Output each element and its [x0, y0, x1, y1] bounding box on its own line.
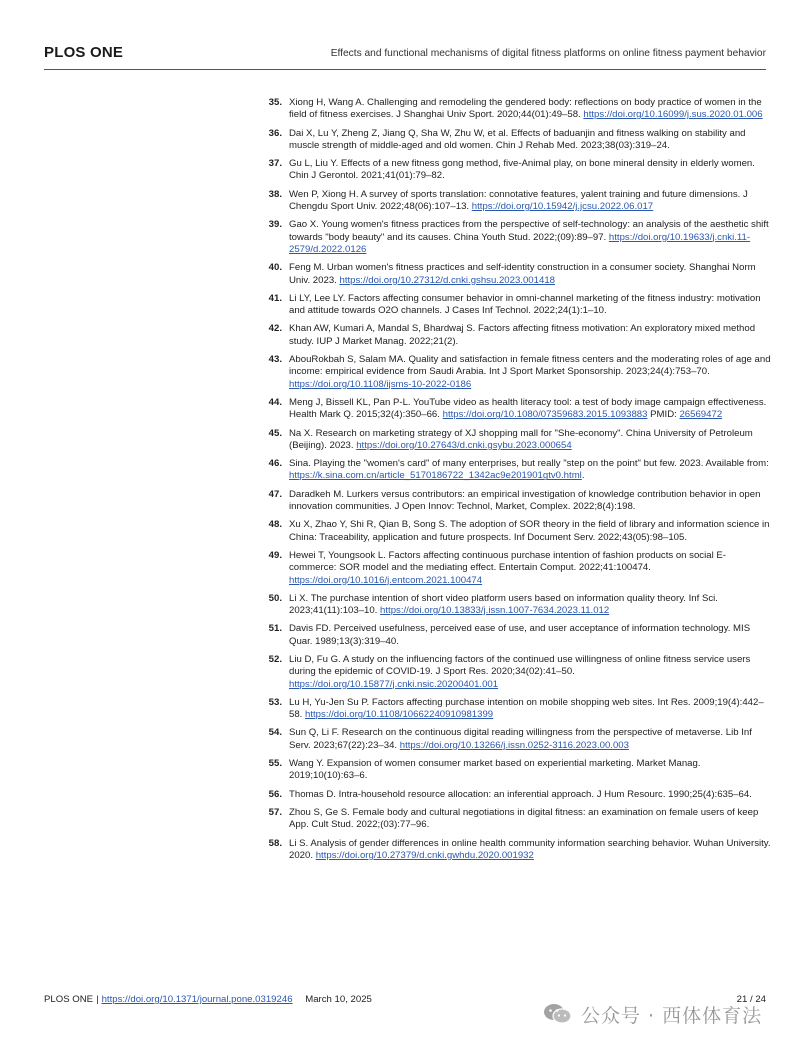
reference-doi-link[interactable]: https://doi.org/10.16099/j.sus.2020.01.006: [583, 109, 763, 121]
reference-number: 51.: [268, 623, 282, 635]
reference-text: Wen P, Xiong H. A survey of sports translation: connotative features, yalent training and future dimensions. J Chengdu Sport Univ. 2022;48(06):107–13.: [289, 188, 748, 213]
reference-item: [256, 354, 771, 391]
reference-number: 58.: [268, 837, 282, 849]
reference-number: 46.: [268, 458, 282, 470]
reference-text: Feng M. Urban women's fitness practices and self-identity construction in a consumer society. Shanghai Norm Univ. 2023.: [289, 262, 756, 286]
reference-number: 43.: [268, 354, 282, 366]
reference-item: [256, 593, 771, 618]
reference-item: [256, 489, 771, 514]
reference-text: Li LY, Lee LY. Factors affecting consumer behavior in omni-channel marketing of the fitness industry: motivation and attitude towards O2O channels. J Cases Inf Technol. 2022;24(1):1–10.: [289, 292, 761, 317]
reference-item: [256, 323, 771, 348]
reference-text: Meng J, Bissell KL, Pan P-L. YouTube video as health literacy tool: a test of body image campaign effectiveness. Health Mark Q. 2015;32(4):350–66.: [289, 396, 767, 421]
pmid-link[interactable]: 26569472: [679, 409, 723, 421]
reference-text: Xiong H, Wang A. Challenging and remodeling the gendered body: reflections on body practice of women in the field of fitness exercises. J Shanghai Univ Sport. 2020;44(01):49–58.: [289, 97, 762, 121]
footer-doi-link[interactable]: https://doi.org/10.1371/journal.pone.0319246: [101, 994, 293, 1005]
page-number: 21 / 24: [736, 994, 766, 1005]
reference-number: 50.: [268, 592, 282, 604]
reference-item: [256, 428, 771, 453]
reference-text: Liu D, Fu G. A study on the influencing factors of the continued use willingness of online fitness service users during the epidemic of COVID-19. J Sport Res. 2020;34(02):41–50.: [289, 653, 751, 678]
reference-doi-link[interactable]: https://doi.org/10.19633/j.cnki.11-2579/d.2022.0126: [289, 231, 751, 255]
reference-body: [289, 262, 771, 287]
reference-body: [289, 789, 771, 801]
reference-item: [256, 128, 771, 153]
reference-item: [256, 550, 771, 587]
reference-item: [256, 293, 771, 318]
reference-item: [256, 262, 771, 287]
watermark-text: 公众号 · 西体体育法: [581, 1004, 763, 1027]
reference-text: Li S. Analysis of gender differences in online health community information searching behavior. Wuhan University. 2020.: [289, 837, 771, 861]
reference-body: [289, 758, 771, 783]
reference-doi-link[interactable]: https://doi.org/10.27312/d.cnki.gshsu.2023.001418: [339, 274, 555, 286]
reference-number: 57.: [268, 806, 282, 818]
reference-text: Hewei T, Youngsook L. Factors affecting continuous purchase intention of fashion products on social E-commerce: SOR model and the mediating effect. Entertain Comput. 2022;41:100474.: [289, 549, 726, 574]
reference-item: [256, 654, 771, 691]
reference-item: [256, 219, 771, 256]
reference-number: 45.: [268, 427, 282, 439]
reference-number: 56.: [268, 788, 282, 800]
reference-item: [256, 158, 771, 183]
reference-item: [256, 397, 771, 422]
reference-number: 47.: [268, 488, 282, 500]
watermark: [543, 1000, 762, 1028]
reference-text: Wang Y. Expansion of women consumer market based on experiential marketing. Market Manag. 2019;10(10):63–6.: [289, 758, 701, 782]
reference-item: [256, 758, 771, 783]
reference-doi-link[interactable]: https://k.sina.com.cn/article_5170186722_1342ac9e201901gtv0.html: [289, 470, 582, 482]
reference-body: [289, 158, 771, 183]
reference-item: [256, 189, 771, 214]
reference-number: 49.: [268, 549, 282, 561]
reference-text: Daradkeh M. Lurkers versus contributors: an empirical investigation of knowledge contribution behavior in open innovation communities. J Open Innov: Technol, Market, Complex. 2022;8(4):198.: [289, 488, 761, 513]
journal-brand: PLOS ONE: [44, 44, 124, 61]
reference-list: [256, 97, 771, 868]
reference-body: [289, 697, 771, 722]
reference-text: Gu L, Liu Y. Effects of a new fitness gong method, five-Animal play, on bone mineral density in elderly women. Chin J Gerontol. 2021;41(01):79–82.: [289, 158, 755, 182]
reference-number: 40.: [268, 262, 282, 274]
reference-body: [289, 654, 771, 691]
reference-text: Sina. Playing the "women's card" of many enterprises, but really "step on the point" but few. 2023. Available from:: [289, 458, 769, 470]
reference-body: [289, 293, 771, 318]
running-title: Effects and functional mechanisms of digital fitness platforms on online fitness payment behavior: [330, 48, 766, 59]
reference-body: [289, 623, 771, 648]
reference-item: [256, 519, 771, 544]
reference-text: Li X. The purchase intention of short video platform users based on information quality theory. Inf Sci. 2023;41(11):103–10.: [289, 592, 718, 617]
reference-number: 41.: [268, 292, 282, 304]
reference-body: [289, 323, 771, 348]
reference-text: Lu H, Yu-Jen Su P. Factors affecting purchase intention on mobile shopping web sites. Int Res. 2009;19(4):442–58.: [289, 696, 764, 721]
reference-text: AbouRokbah S, Salam MA. Quality and satisfaction in female fitness centers and the moderating roles of age and income: empirical evidence from Saudi Arabia. Int J Sport Market Sponsorship. 2023;24(4):753–70.: [289, 354, 771, 378]
reference-body: [289, 397, 771, 422]
footer-journal: PLOS ONE: [44, 994, 94, 1005]
reference-text: Na X. Research on marketing strategy of XJ shopping mall for "She-economy". China University of Petroleum (Beijing). 2023.: [289, 427, 753, 451]
reference-text: Thomas D. Intra-household resource allocation: an inferential approach. J Hum Resourc. 1990;25(4):635–64.: [289, 788, 752, 800]
reference-body: [289, 219, 771, 256]
reference-doi-link[interactable]: https://doi.org/10.13266/j.issn.0252-3116.2023.00.003: [399, 739, 629, 751]
reference-number: 36.: [268, 127, 282, 139]
reference-text: Sun Q, Li F. Research on the continuous digital reading willingness from the perspective of metaverse. Lib Inf Serv. 2023;67(22):23–34.: [289, 727, 752, 751]
reference-number: 35.: [268, 97, 282, 108]
reference-body: [289, 807, 771, 832]
reference-item: [256, 789, 771, 801]
reference-item: [256, 697, 771, 722]
header-divider: [44, 69, 766, 70]
reference-doi-link[interactable]: https://doi.org/10.27379/d.cnki.gwhdu.2020.001932: [315, 849, 534, 861]
reference-item: [256, 623, 771, 648]
reference-body: [289, 593, 771, 618]
reference-doi-link[interactable]: https://doi.org/10.1108/ijsms-10-2022-0186: [289, 378, 472, 390]
reference-item: [256, 97, 771, 122]
reference-doi-link[interactable]: https://doi.org/10.1080/07359683.2015.1093883: [442, 409, 648, 421]
reference-item: [256, 727, 771, 752]
reference-body: [289, 428, 771, 453]
reference-body: [289, 727, 771, 752]
reference-body: [289, 550, 771, 587]
reference-body: [289, 189, 771, 214]
reference-number: 55.: [268, 758, 282, 770]
reference-body: [289, 97, 771, 122]
reference-text: Khan AW, Kumari A, Mandal S, Bhardwaj S. Factors affecting fitness motivation: An exploratory mixed method study. IUP J Market Manag. 2022;21(2).: [289, 323, 756, 347]
reference-text: Davis FD. Perceived usefulness, perceived ease of use, and user acceptance of information technology. MIS Quar. 1989;13(3):319–40.: [289, 623, 751, 647]
reference-number: 42.: [268, 323, 282, 335]
footer-separator: |: [96, 994, 99, 1005]
reference-body: [289, 458, 771, 483]
reference-item: [256, 458, 771, 483]
reference-body: [289, 128, 771, 153]
reference-number: 53.: [268, 696, 282, 708]
reference-text: Xu X, Zhao Y, Shi R, Qian B, Song S. The adoption of SOR theory in the field of library and information science in China: Traceability, application and future prospects. Inf Document Serv. 2022;43(05):98–105.: [289, 519, 770, 543]
reference-text: Dai X, Lu Y, Zheng Z, Jiang Q, Sha W, Zhu W, et al. Effects of baduanjin and fitness walking on stability and muscle strength of middle-aged and old women. Chin J Rehab Med. 2023;38(03):319–24.: [289, 127, 746, 151]
reference-text: Zhou S, Ge S. Female body and cultural negotiations in digital fitness: an examination on female users of keep App. Cult Stud. 2022;(03):77–96.: [289, 806, 759, 831]
reference-item: [256, 807, 771, 832]
reference-body: [289, 489, 771, 514]
reference-body: [289, 354, 771, 391]
reference-number: 48.: [268, 519, 282, 531]
reference-doi-link[interactable]: https://doi.org/10.13833/j.issn.1007-7634.2023.11.012: [380, 605, 610, 617]
reference-doi-link[interactable]: https://doi.org/10.1016/j.entcom.2021.100474: [289, 574, 483, 586]
wechat-icon: [543, 1003, 573, 1025]
publication-date: March 10, 2025: [305, 994, 372, 1005]
reference-doi-link[interactable]: https://doi.org/10.15877/j.cnki.nsic.20200401.001: [289, 678, 499, 690]
reference-number: 54.: [268, 727, 282, 739]
reference-number: 39.: [268, 219, 282, 231]
reference-body: [289, 838, 771, 863]
reference-trailing-punct: .: [581, 470, 585, 482]
reference-number: 37.: [268, 158, 282, 170]
reference-number: 38.: [268, 188, 282, 200]
reference-text: Gao X. Young women's fitness practices from the perspective of self-technology: an analysis of the aesthetic shift towards "body beauty" and its causes. China Youth Stud. 2022;(09):89–97.: [289, 219, 769, 243]
reference-number: 44.: [268, 396, 282, 408]
reference-doi-link[interactable]: https://doi.org/10.27643/d.cnki.gsybu.2023.000654: [356, 439, 572, 451]
reference-number: 52.: [268, 653, 282, 665]
reference-item: [256, 838, 771, 863]
reference-doi-link[interactable]: https://doi.org/10.15942/j.jcsu.2022.06.017: [471, 201, 654, 213]
reference-body: [289, 519, 771, 544]
reference-doi-link[interactable]: https://doi.org/10.1108/10662240910981399: [305, 709, 494, 721]
pmid-label: PMID:: [650, 409, 677, 421]
